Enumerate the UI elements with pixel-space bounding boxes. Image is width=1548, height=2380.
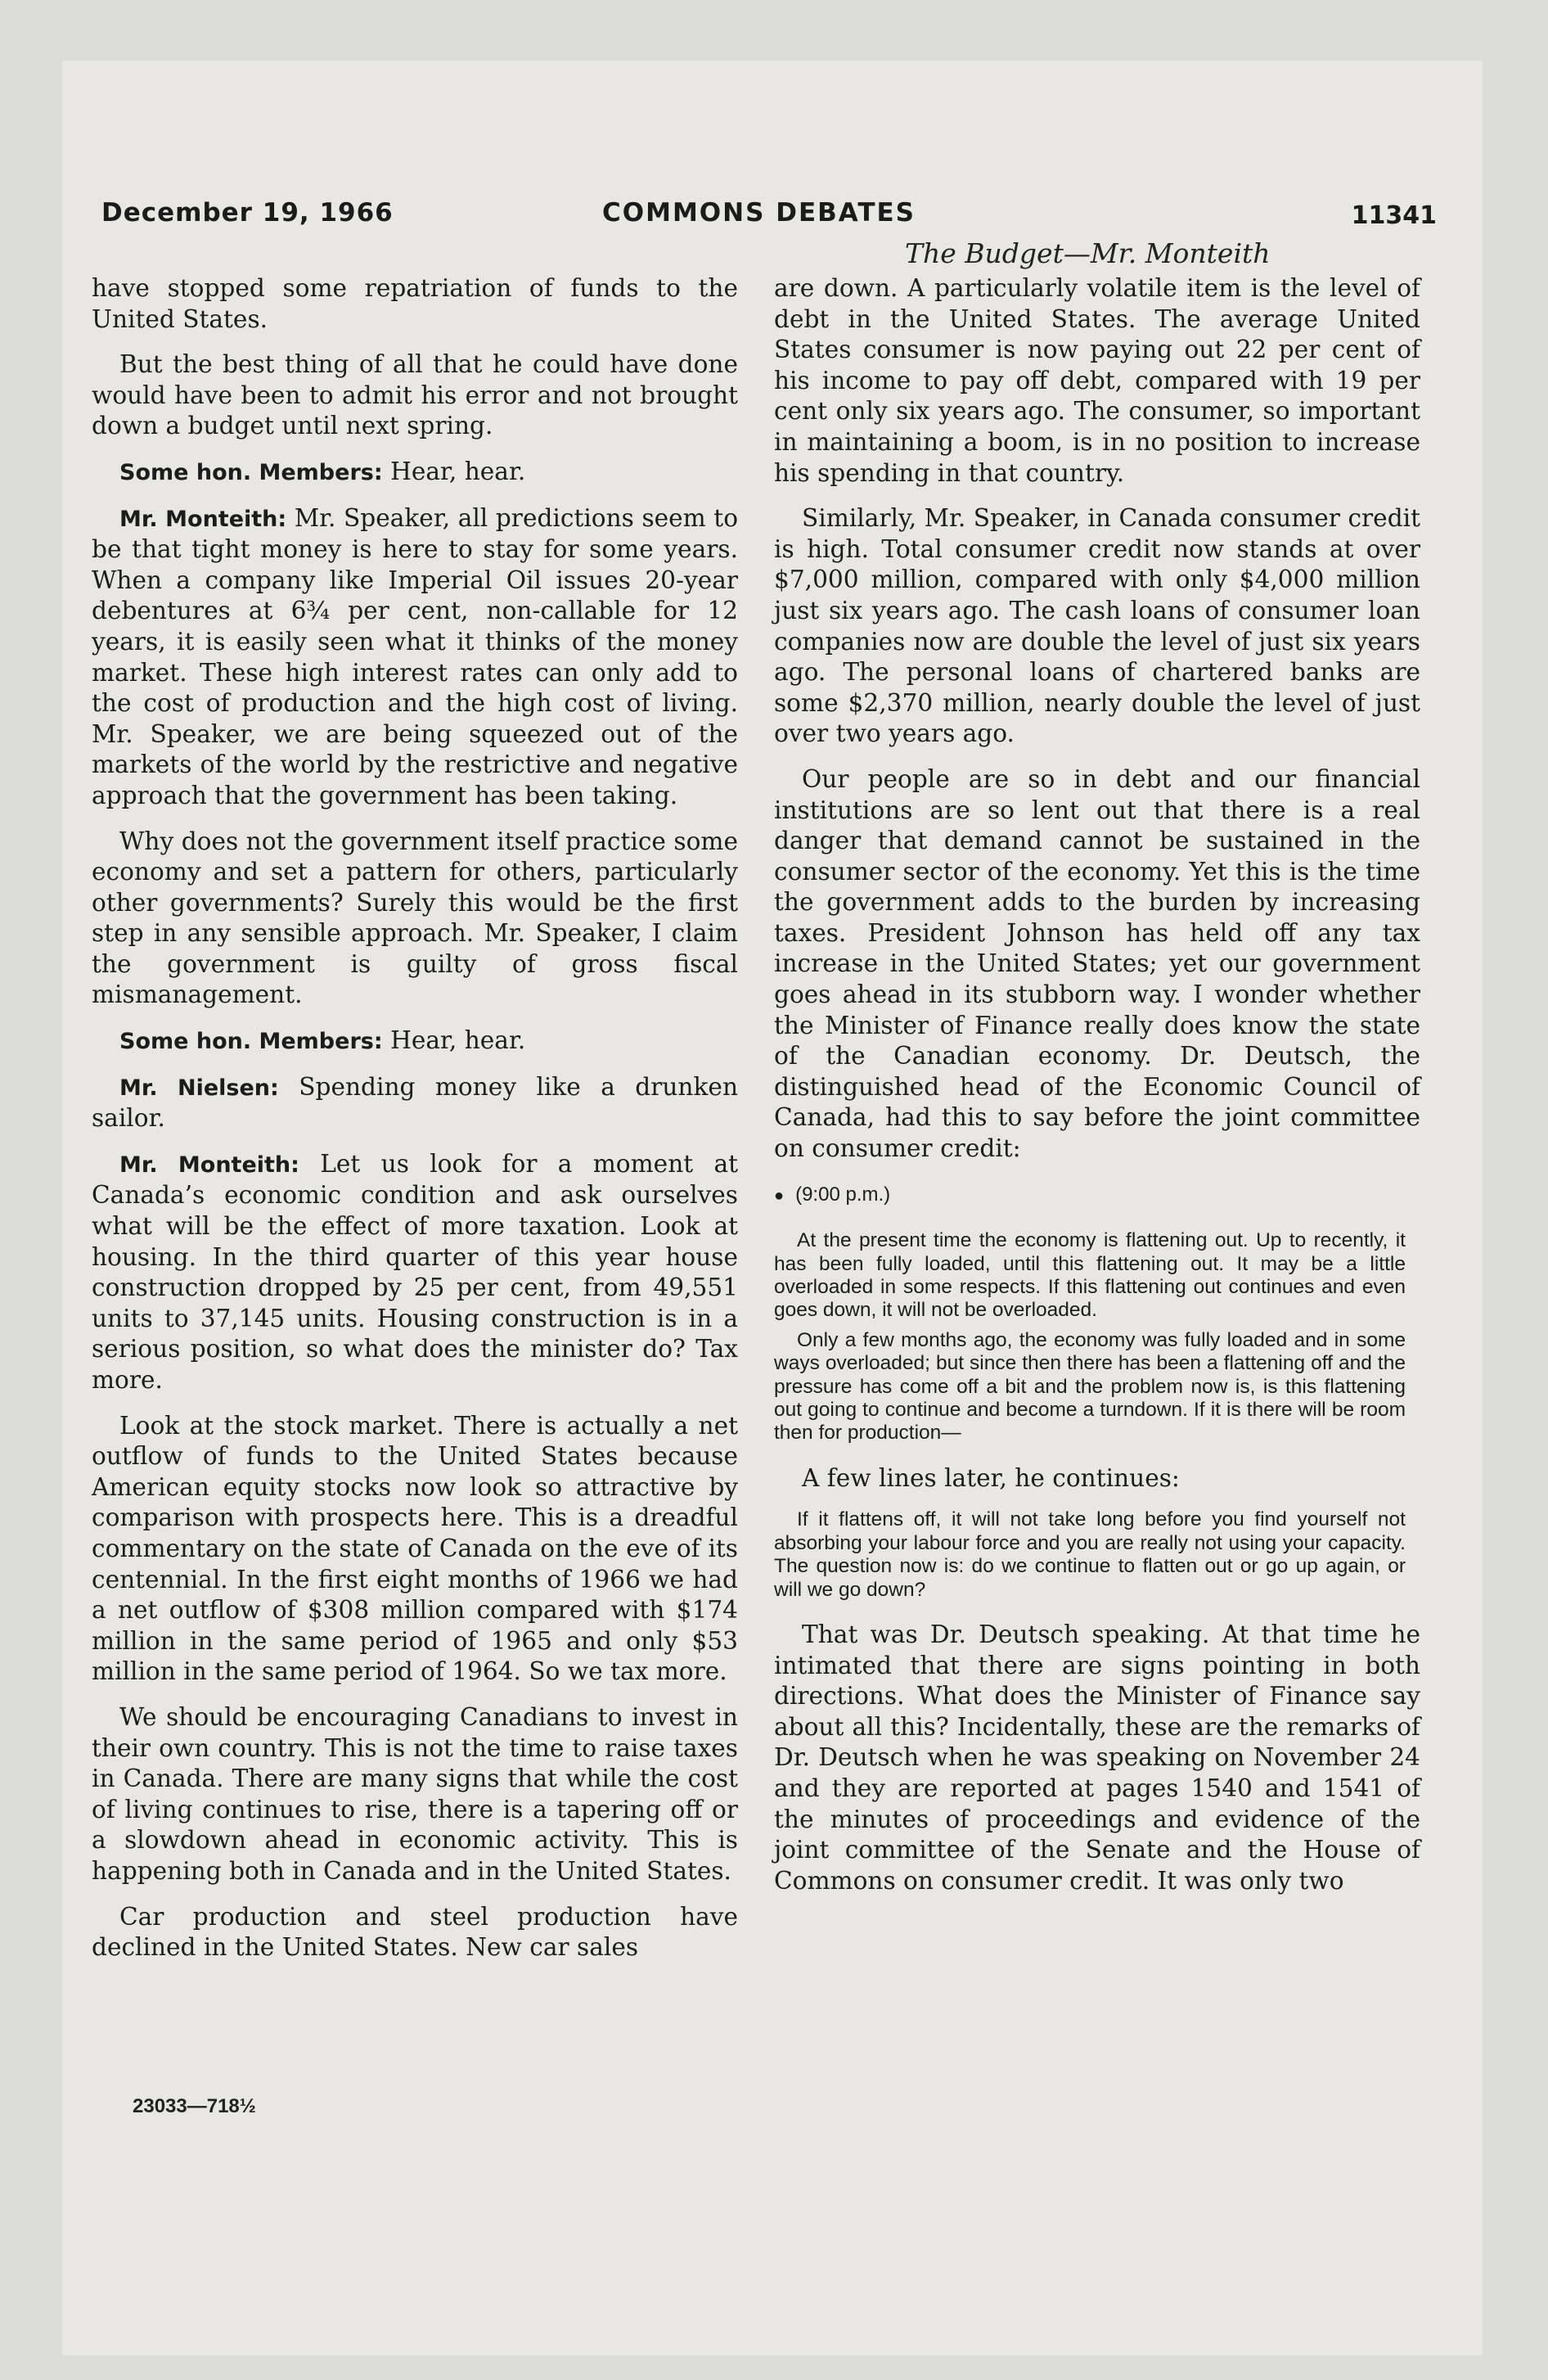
running-head: The Budget—Mr. Monteith xyxy=(905,237,1271,269)
left-column xyxy=(92,273,738,1978)
paragraph: Mr. Nielsen: Spending money like a drunken sailor. xyxy=(92,1072,738,1133)
page-number: 11341 xyxy=(1351,201,1437,230)
right-column xyxy=(774,273,1420,1911)
paragraph: Mr. Monteith: Mr. Speaker, all predictions seem to be that tight money is here to stay for some years. When a company like Imperial Oil issues 20-year debentures at 6¾ per cent, non-callable for 12 years, it is easily seen what it thinks of the money market. These high interest rates can only add to the cost of production and the high cost of living. Mr. Speaker, we are being squeezed out of the markets of the world by the restrictive and negative approach that the government has been taking. xyxy=(92,503,739,809)
footer-code: 23033—718½ xyxy=(133,2095,256,2117)
quote-paragraph: At the present time the economy is flattening out. Up to recently, it has been fully loaded, until this flattening out. It may be a little overloaded in some respects. If this flattening out continues and even goes down, it will not be overloaded. xyxy=(774,1229,1406,1322)
speaker-name: Mr. Monteith: xyxy=(119,1152,299,1178)
speaker-name: Mr. Monteith: xyxy=(119,506,287,532)
speaker-name: Some hon. Members: xyxy=(119,1029,383,1055)
speaker-name: Mr. Nielsen: xyxy=(119,1075,279,1101)
bullet-icon: ● xyxy=(774,1186,785,1205)
quote-paragraph: Only a few months ago, the economy was fully loaded and in some ways overloaded; but since then there has been a flattening off and the pressure has come off a bit and the problem now is, is this flattening out going to continue and become a turndown. If it is there will be room then for production— xyxy=(774,1328,1406,1445)
block-quote xyxy=(774,1229,1420,1445)
timestamp: ● (9:00 p.m.) xyxy=(774,1183,891,1206)
paragraph: Car production and steel production have declined in the United States. New car sales xyxy=(92,1902,738,1962)
paragraph: That was Dr. Deutsch speaking. At that time he intimated that there are signs pointing in both directions. What does the Minister of Finance say about all this? Incidentally, these are the remarks of Dr. Deutsch when he was speaking on November 24 and they are reported at pages 1540 and 1541 of the minutes of proceedings and evidence of the joint committee of the Senate and the House of Commons on consumer credit. It was only two xyxy=(774,1620,1420,1895)
paragraph: Some hon. Members: Hear, hear. xyxy=(119,1026,526,1055)
paragraph: Look at the stock market. There is actually a net outflow of funds to the United States because American equity stocks now look so attractive by comparison with prospects here. This is a dreadful commentary on the state of Canada on the eve of its centennial. In the first eight months of 1966 we had a net outflow of $308 million compared with $174 million in the same period of 1965 and only $53 million in the same period of 1964. So we tax more. xyxy=(92,1411,738,1686)
paragraph: Our people are so in debt and our financial institutions are so lent out that there is a real danger that demand cannot be sustained in the consumer sector of the economy. Yet this is the time the government adds to the burden by increasing taxes. President Johnson has held off any tax increase in the United States; yet our government goes ahead in its stubborn way. I wonder whether the Minister of Finance really does know the state of the Canadian economy. Dr. Deutsch, the distinguished head of the Economic Council of Canada, had this to say before the joint committee on consumer credit: xyxy=(774,764,1420,1163)
page-header xyxy=(101,198,1437,234)
paragraph: Why does not the government itself practice some economy and set a pattern for others, particularly other governments? Surely this would be the first step in any sensible approach. Mr. Speaker, I claim the government is guilty of gross fiscal mismanagement. xyxy=(92,827,738,1009)
speaker-name: Some hon. Members: xyxy=(119,459,383,485)
header-date: December 19, 1966 xyxy=(101,198,394,228)
block-quote xyxy=(774,1508,1420,1602)
paragraph: Similarly, Mr. Speaker, in Canada consumer credit is high. Total consumer credit now stands at over $7,000 million, compared with only $4,000 million just six years ago. The cash loans of consumer loan companies now are double the level of just six years ago. The personal loans of chartered banks are some $2,370 million, nearly double the level of just over two years ago. xyxy=(774,504,1420,748)
paragraph: But the best thing of all that he could have done would have been to admit his error and not brought down a budget until next spring. xyxy=(92,350,738,440)
quote-paragraph: If it flattens off, it will not take long before you find yourself not absorbing your labour force and you are really not using your capacity. The question now is: do we continue to flatten out or go up again, or will we go down? xyxy=(774,1508,1406,1601)
paragraph: are down. A particularly volatile item is the level of debt in the United States. The average United States consumer is now paying out 22 per cent of his income to pay off debt, compared with 19 per cent only six years ago. The consumer, so important in maintaining a boom, is in no position to increase his spending in that country. xyxy=(774,274,1420,487)
paragraph: Mr. Monteith: Let us look for a moment at Canada’s economic condition and ask ourselves what will be the effect of more taxation. Look at housing. In the third quarter of this year house construction dropped by 25 per cent, from 49,551 units to 37,145 units. Housing construction is in a serious position, so what does the minister do? Tax more. xyxy=(92,1149,738,1394)
paragraph: have stopped some repatriation of funds to the United States. xyxy=(92,274,738,333)
paragraph: We should be encouraging Canadians to invest in their own country. This is not the time to raise taxes in Canada. There are many signs that while the cost of living continues to rise, there is a tapering off or a slowdown ahead in economic activity. This is happening both in Canada and in the United States. xyxy=(92,1702,738,1885)
paragraph: A few lines later, he continues: xyxy=(802,1463,1180,1492)
header-title: COMMONS DEBATES xyxy=(602,198,916,228)
paragraph: Some hon. Members: Hear, hear. xyxy=(119,457,526,485)
